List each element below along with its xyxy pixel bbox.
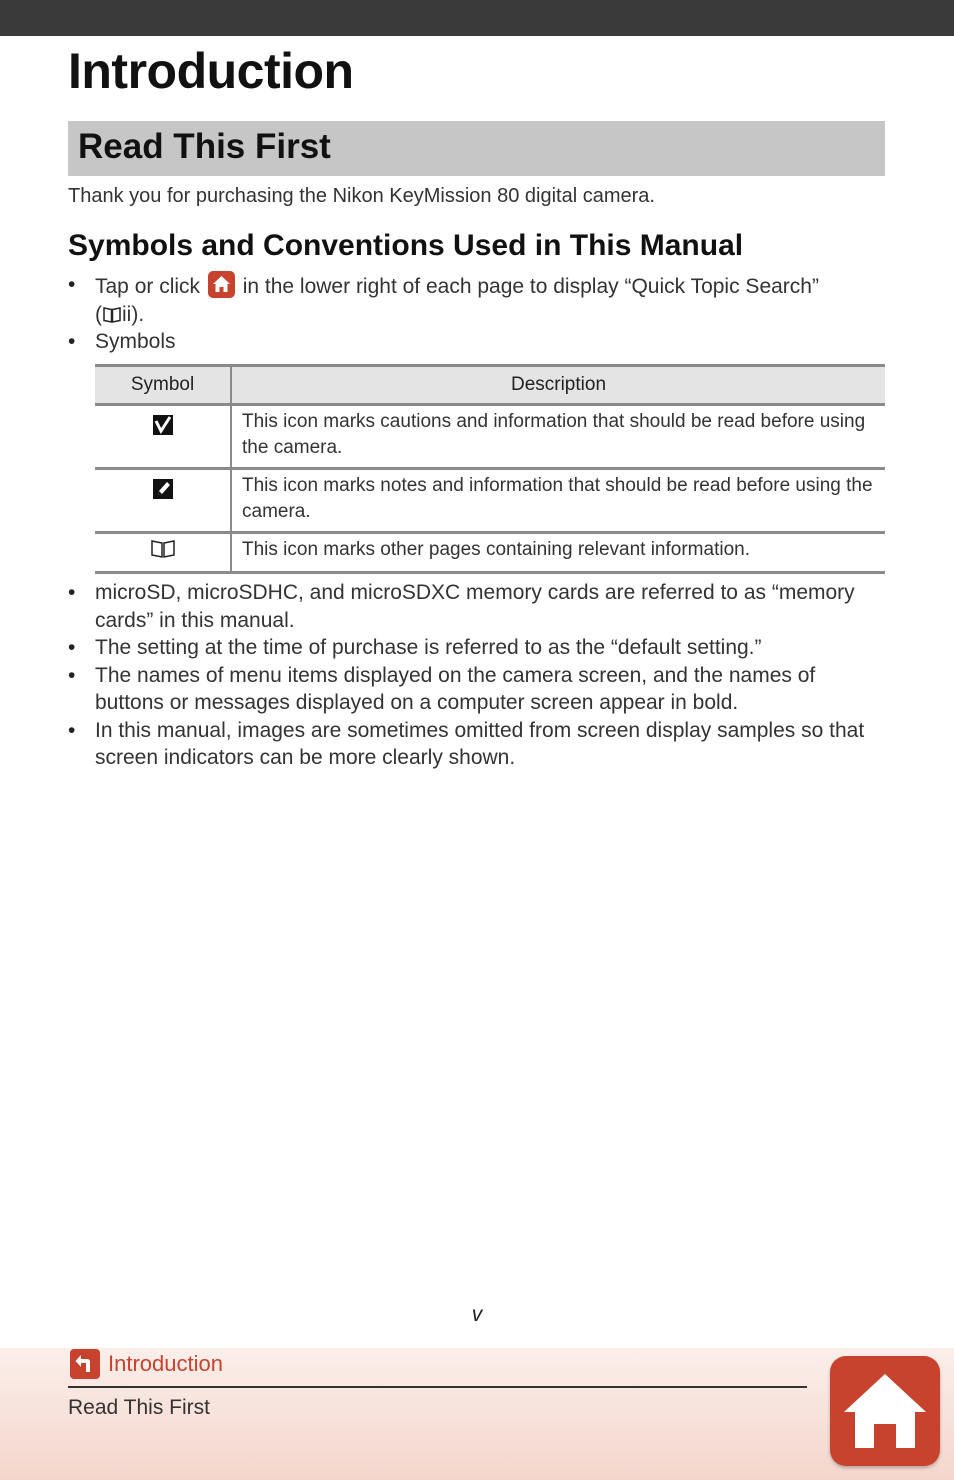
table-cell: This icon marks cautions and information that should be read before using the camera. — [231, 405, 885, 469]
subsection-title: Symbols and Conventions Used in This Manual — [68, 229, 744, 262]
table-row — [95, 533, 885, 573]
list-item: • Symbols — [68, 328, 885, 356]
note-pencil-icon — [152, 484, 174, 505]
list-item: • In this manual, images are sometimes omitted from screen display samples so that screen indicators can be more clearly shown. — [68, 717, 885, 772]
notes-list — [68, 579, 885, 772]
conventions-list — [68, 271, 885, 356]
footer-section-label: Read This First — [68, 1396, 210, 1419]
chapter-back-link[interactable] — [70, 1348, 223, 1380]
back-arrow-icon — [70, 1349, 100, 1379]
home-icon — [208, 271, 235, 298]
table-cell: This icon marks other pages containing relevant information. — [231, 533, 885, 573]
table-row — [95, 469, 885, 533]
chapter-link-label[interactable]: Introduction — [108, 1351, 223, 1376]
list-item: • The setting at the time of purchase is referred to as the “default setting.” — [68, 634, 885, 662]
book-reference-icon — [150, 543, 176, 564]
chapter-title: Introduction — [68, 43, 354, 99]
table-header-symbol: Symbol — [95, 366, 231, 405]
section-header — [68, 121, 885, 176]
home-button[interactable] — [830, 1356, 940, 1466]
table-header-description: Description — [231, 366, 885, 405]
table-cell: This icon marks notes and information that should be read before using the camera. — [231, 469, 885, 533]
book-reference-icon — [102, 303, 122, 319]
caution-check-icon — [152, 420, 174, 441]
footer-divider — [68, 1386, 807, 1388]
intro-text: Thank you for purchasing the Nikon KeyMission 80 digital camera. — [68, 185, 655, 207]
symbols-table — [95, 364, 885, 574]
section-title: Read This First — [78, 127, 331, 166]
list-item: • microSD, microSDHC, and microSDXC memory cards are referred to as “memory cards” in this manual. — [68, 579, 885, 634]
page-ref-link[interactable]: ii). — [122, 302, 145, 326]
table-row — [95, 405, 885, 469]
list-item: • The names of menu items displayed on the camera screen, and the names of buttons or messages displayed on a computer screen appear in bold. — [68, 662, 885, 717]
top-bar — [0, 0, 954, 36]
page-number: v — [471, 1303, 483, 1326]
home-icon — [842, 1370, 928, 1452]
list-item: • Tap or click in the lower right of each page to display “Quick Topic Search” ( ii). — [68, 271, 885, 328]
